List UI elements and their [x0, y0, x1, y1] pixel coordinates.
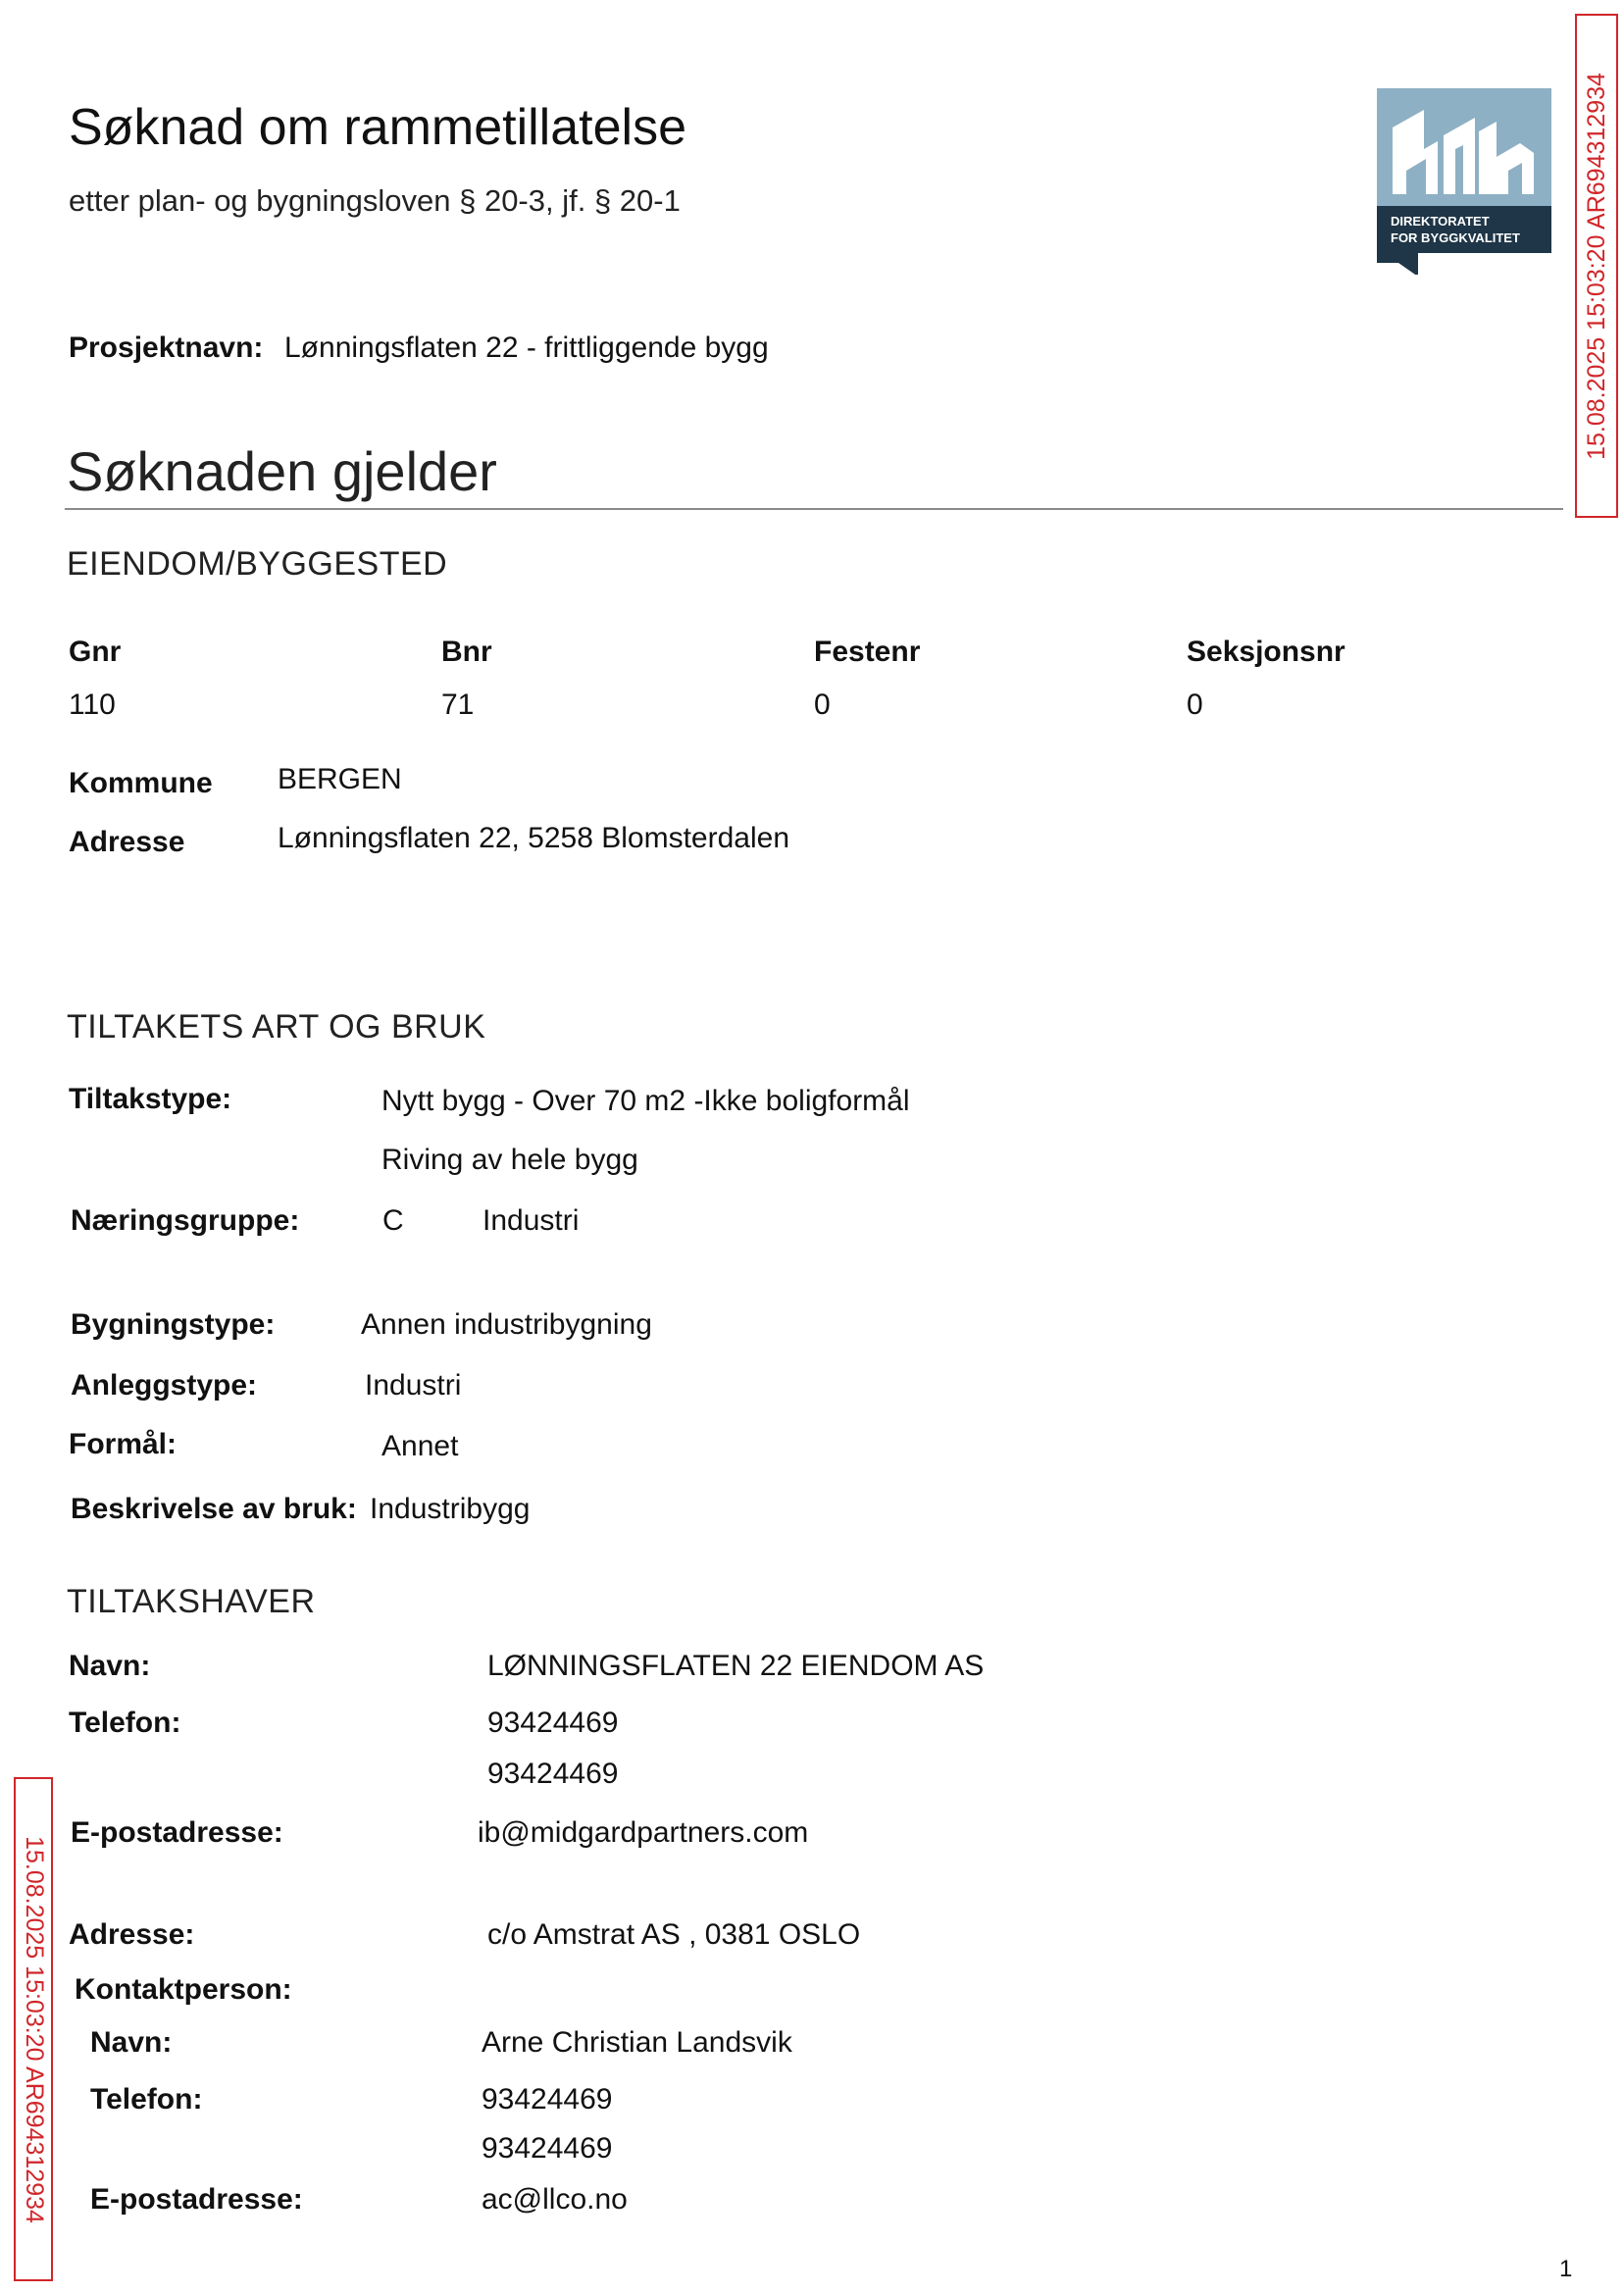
bygningstype-label: Bygningstype:	[71, 1308, 276, 1341]
document-title: Søknad om rammetillatelse	[69, 99, 686, 156]
stamp-text: 15.08.2025 15:03:20 AR694312934	[20, 1835, 48, 2223]
adresse-label: Adresse	[69, 826, 185, 858]
festenr-label: Festenr	[814, 636, 921, 668]
eiendom-heading: EIENDOM/BYGGESTED	[67, 545, 448, 583]
beskrivelse-value: Industribygg	[370, 1493, 531, 1525]
kommune-value: BERGEN	[278, 763, 402, 795]
gnr-value: 110	[69, 688, 116, 721]
kontakt-epost-value: ac@llco.no	[482, 2183, 628, 2216]
bnr-value: 71	[441, 688, 475, 721]
tiltakshaver-adresse-value: c/o Amstrat AS , 0381 OSLO	[487, 1918, 861, 1951]
tiltakshaver-telefon-value-2: 93424469	[487, 1758, 619, 1790]
kontaktperson-label: Kontaktperson:	[75, 1973, 292, 2006]
project-value: Lønningsflaten 22 - frittliggende bygg	[284, 331, 769, 364]
tiltakstype-label: Tiltakstype:	[69, 1083, 232, 1115]
adresse-value: Lønningsflaten 22, 5258 Blomsterdalen	[278, 822, 790, 854]
festenr-value: 0	[814, 688, 831, 721]
section-divider	[65, 508, 1563, 510]
page-number: 1	[1559, 2256, 1573, 2282]
stamp-text: 15.08.2025 15:03:20 AR694312934	[1582, 72, 1610, 460]
seksjonsnr-value: 0	[1187, 688, 1203, 721]
tiltakshaver-epost-label: E-postadresse:	[71, 1816, 283, 1849]
kontakt-telefon-value-2: 93424469	[482, 2132, 613, 2165]
kontakt-telefon-label: Telefon:	[90, 2083, 203, 2116]
naeringsgruppe-label: Næringsgruppe:	[71, 1204, 300, 1237]
kontakt-navn-label: Navn:	[90, 2026, 173, 2059]
tiltakshaver-telefon-label: Telefon:	[69, 1707, 181, 1739]
timestamp-stamp-top	[1575, 14, 1618, 518]
tiltak-heading: TILTAKETS ART OG BRUK	[67, 1008, 486, 1045]
formal-value: Annet	[381, 1430, 459, 1462]
logo-text-line2: FOR BYGGKVALITET	[1391, 230, 1520, 245]
tiltakshaver-navn-label: Navn:	[69, 1650, 151, 1682]
tiltakstype-value-1: Nytt bygg - Over 70 m2 -Ikke boligformål	[381, 1085, 910, 1117]
bygningstype-value: Annen industribygning	[361, 1308, 652, 1341]
kontakt-epost-label: E-postadresse:	[90, 2183, 303, 2216]
anleggstype-value: Industri	[365, 1369, 462, 1402]
kontakt-navn-value: Arne Christian Landsvik	[482, 2026, 792, 2059]
naeringsgruppe-value: Industri	[482, 1204, 580, 1237]
document-subtitle: etter plan- og bygningsloven § 20-3, jf. § 20-1	[69, 183, 681, 218]
anleggstype-label: Anleggstype:	[71, 1369, 258, 1402]
tiltakshaver-telefon-value-1: 93424469	[487, 1707, 619, 1739]
dibk-logo	[1377, 88, 1551, 275]
logo-text-line1: DIREKTORATET	[1391, 214, 1490, 229]
formal-label: Formål:	[69, 1428, 178, 1460]
timestamp-stamp-bottom	[14, 1777, 53, 2281]
tiltakstype-value-2: Riving av hele bygg	[381, 1144, 638, 1176]
section-title: Søknaden gjelder	[67, 440, 497, 502]
beskrivelse-label: Beskrivelse av bruk:	[71, 1493, 357, 1525]
gnr-label: Gnr	[69, 636, 122, 668]
tiltakshaver-epost-value: ib@midgardpartners.com	[478, 1816, 809, 1849]
seksjonsnr-label: Seksjonsnr	[1187, 636, 1345, 668]
kommune-label: Kommune	[69, 767, 213, 799]
project-label: Prosjektnavn:	[69, 331, 264, 364]
bnr-label: Bnr	[441, 636, 492, 668]
naeringsgruppe-code: C	[382, 1204, 404, 1237]
tiltakshaver-heading: TILTAKSHAVER	[67, 1583, 316, 1620]
tiltakshaver-navn-value: LØNNINGSFLATEN 22 EIENDOM AS	[487, 1650, 985, 1682]
kontakt-telefon-value-1: 93424469	[482, 2083, 613, 2116]
tiltakshaver-adresse-label: Adresse:	[69, 1918, 195, 1951]
